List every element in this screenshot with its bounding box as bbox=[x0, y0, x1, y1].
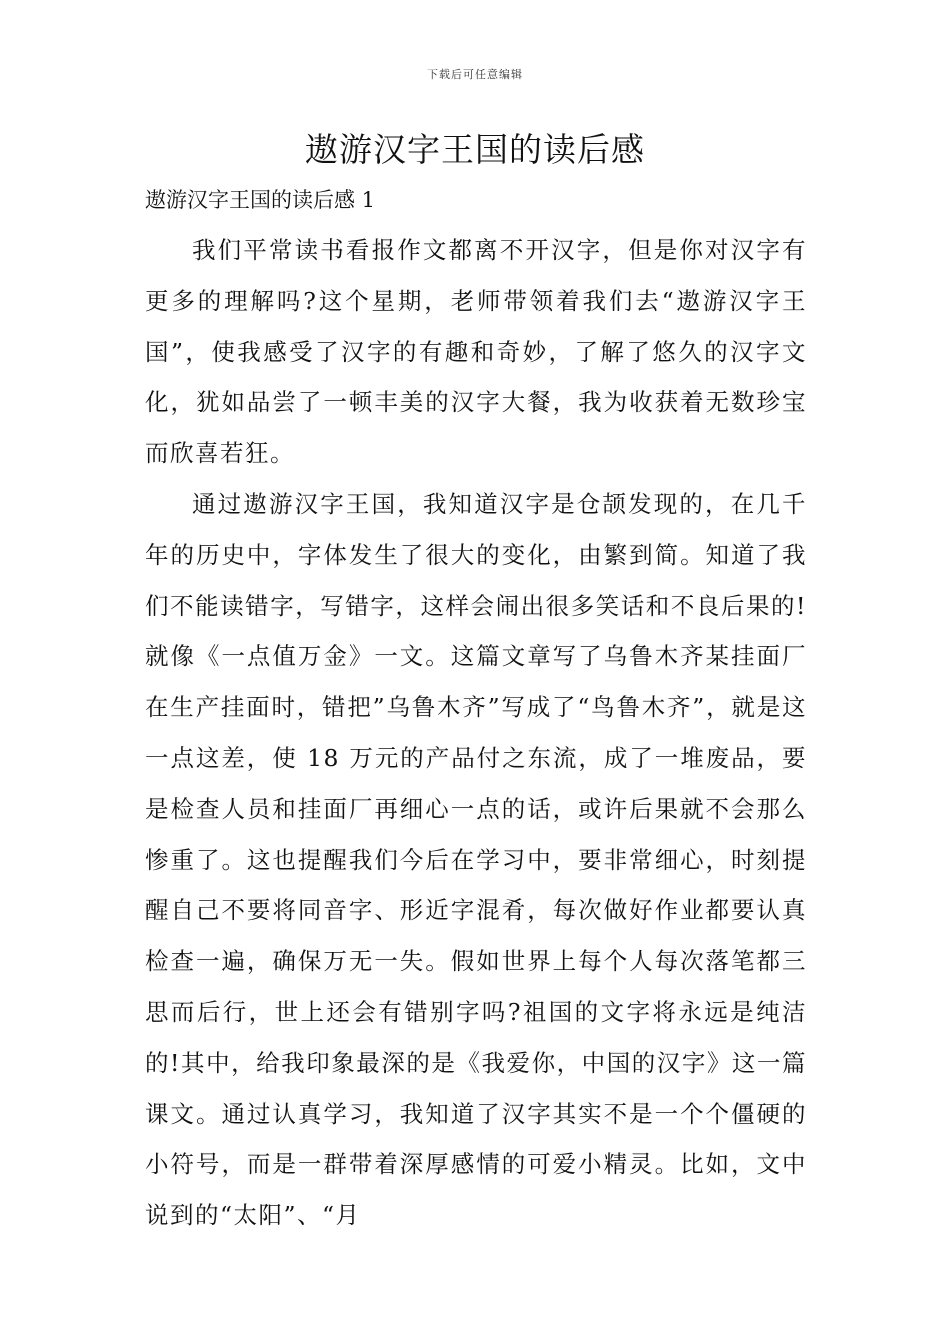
paragraph: 通过遨游汉字王国，我知道汉字是仓颉发现的，在几千年的历史中，字体发生了很大的变化，由繁到简。知道了我们不能读错字，写错字，这样会闹出很多笑话和不良后果的!就像《一点值万金》一文。这篇文章写了乌鲁木齐某挂面厂在生产挂面时，错把”乌鲁木齐”写成了“鸟鲁木齐”，就是这一点这差，使 18 万元的产品付之东流，成了一堆废品，要是检查人员和挂面厂再细心一点的话，或许后果就不会那么惨重了。这也提醒我们今后在学习中，要非常细心，时刻提醒自己不要将同音字、形近字混肴，每次做好作业都要认真检查一遍，确保万无一失。假如世界上每个人每次落笔都三思而后行，世上还会有错别字吗?祖国的文字将永远是纯洁的!其中，给我印象最深的是《我爱你，中国的汉字》这一篇课文。通过认真学习，我知道了汉字其实不是一个个僵硬的小符号，而是一群带着深厚感情的可爱小精灵。比如，文中说到的“太阳”、“月 bbox=[145, 489, 807, 1230]
page-header-note: 下载后可任意编辑 bbox=[427, 68, 523, 81]
document-body bbox=[145, 225, 807, 1241]
document-title: 遨游汉字王国的读后感 bbox=[305, 130, 645, 169]
section-subtitle: 遨游汉字王国的读后感 1 bbox=[145, 188, 376, 212]
paragraph: 我们平常读书看报作文都离不开汉字，但是你对汉字有更多的理解吗?这个星期，老师带领着我们去“遨游汉字王国”，使我感受了汉字的有趣和奇妙，了解了悠久的汉字文化，犹如品尝了一顿丰美的汉字大餐，我为收获着无数珍宝而欣喜若狂。 bbox=[145, 236, 807, 468]
